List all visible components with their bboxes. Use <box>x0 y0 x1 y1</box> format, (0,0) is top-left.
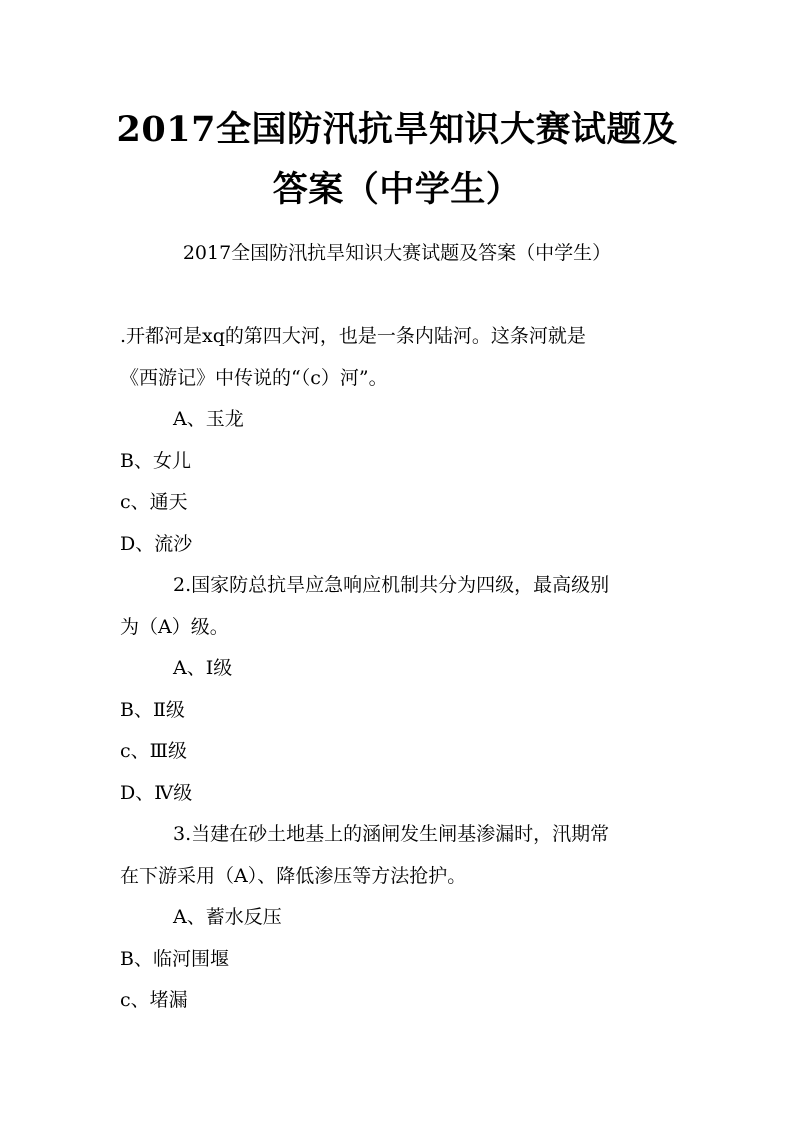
question-2-stem-line-2: 为（A）级。 <box>120 616 229 638</box>
question-1-option-a: A、玉龙 <box>173 408 244 430</box>
question-3-option-b: B、临河围堰 <box>120 948 229 970</box>
question-1-stem-line-1: .开都河是xq的第四大河，也是一条内陆河。这条河就是 <box>120 325 586 347</box>
question-3-stem-line-2: 在下游采用（A）、降低渗压等方法抢护。 <box>120 865 467 887</box>
question-1-option-d: D、流沙 <box>120 533 193 555</box>
document-subtitle: 2017全国防汛抗旱知识大赛试题及答案（中学生） <box>182 242 612 264</box>
question-3-option-a: A、蓄水反压 <box>173 906 282 928</box>
document-title-line-2: 答案（中学生） <box>272 169 522 210</box>
question-2-option-a: A、Ⅰ级 <box>173 657 233 679</box>
question-1-option-c: c、通天 <box>120 491 188 513</box>
question-1-option-b: B、女儿 <box>120 450 191 472</box>
question-2-option-b: B、Ⅱ级 <box>120 699 185 721</box>
question-2-stem-line-1: 2.国家防总抗旱应急响应机制共分为四级，最高级别 <box>173 574 610 596</box>
question-3-option-c: c、堵漏 <box>120 989 188 1011</box>
question-3-stem-line-1: 3.当建在砂土地基上的涵闸发生闸基渗漏时，汛期常 <box>173 823 610 845</box>
question-2-option-c: c、Ⅲ级 <box>120 740 187 762</box>
question-2-option-d: D、Ⅳ级 <box>120 782 193 804</box>
document-title-line-1: 2017全国防汛抗旱知识大赛试题及 <box>116 109 678 150</box>
question-1-stem-line-2: 《西游记》中传说的“（c）河”。 <box>120 367 388 389</box>
